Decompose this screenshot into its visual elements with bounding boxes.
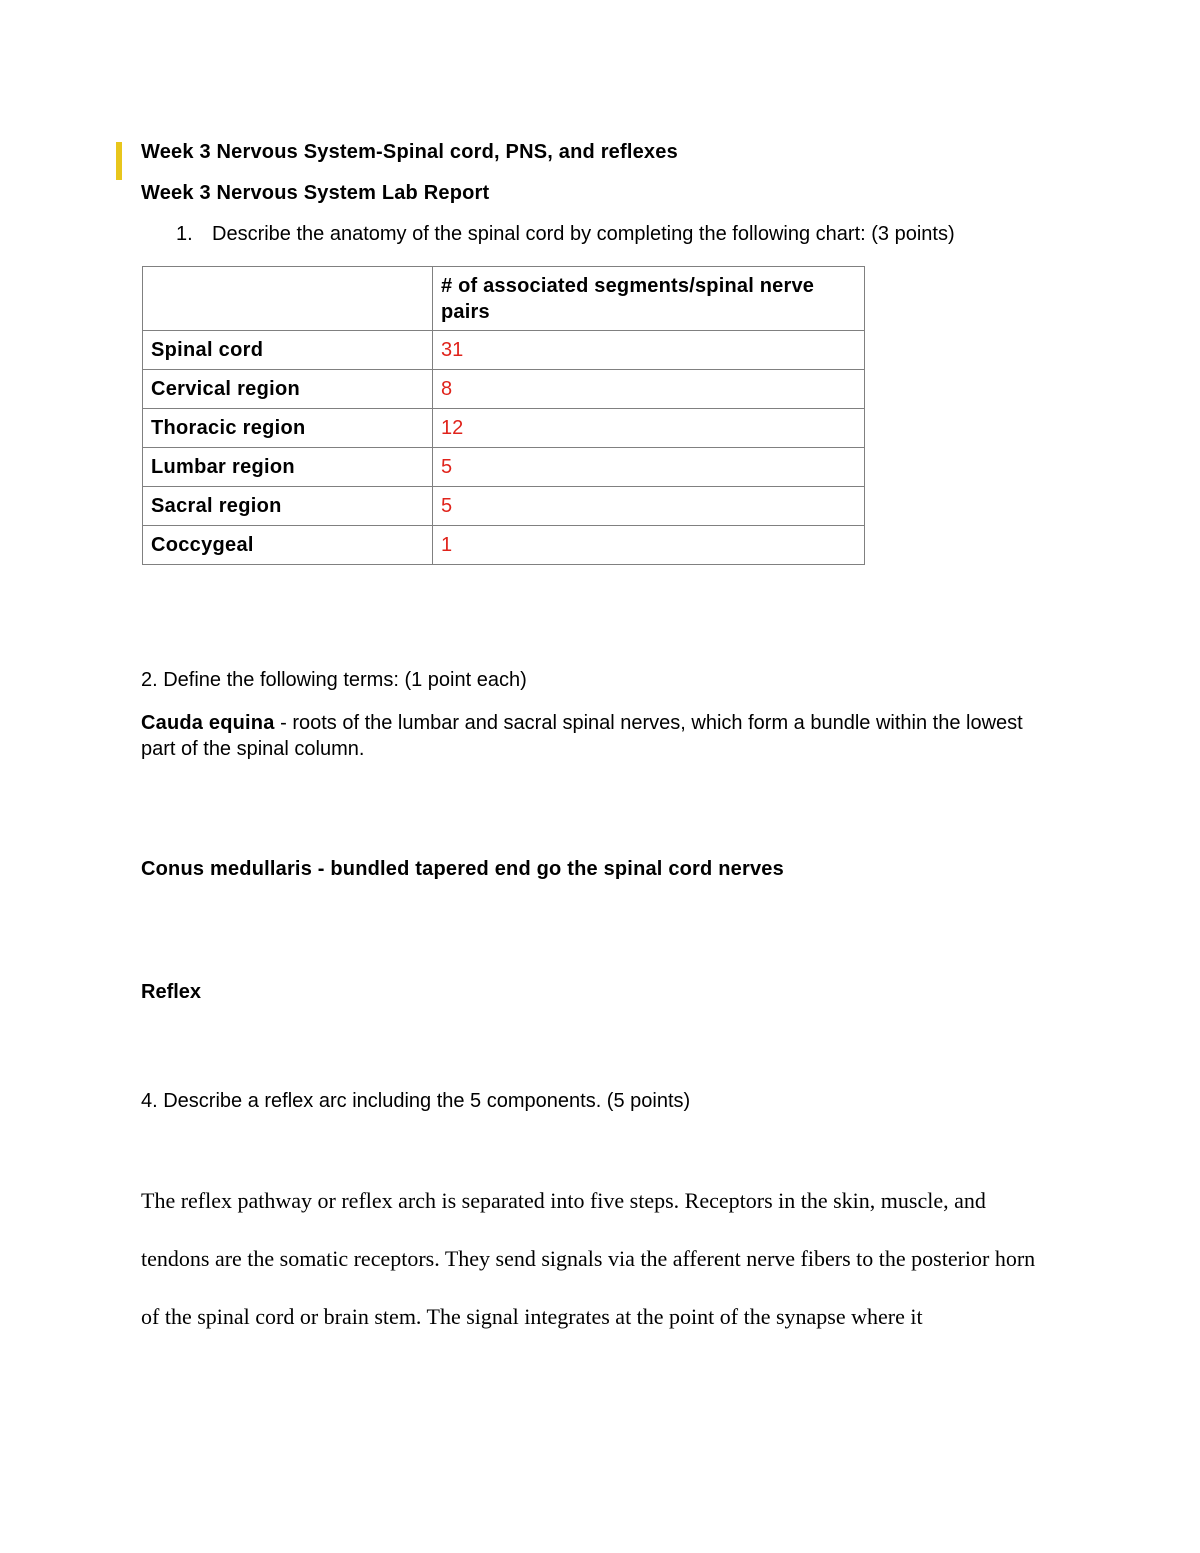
row-value[interactable]: 1	[433, 526, 865, 565]
row-label: Spinal cord	[143, 331, 433, 370]
row-label: Sacral region	[143, 487, 433, 526]
question-4: 4. Describe a reflex arc including the 5 components. (5 points)	[141, 1090, 691, 1112]
table-row	[143, 526, 865, 565]
question-1-text: Describe the anatomy of the spinal cord by completing the following chart: (3 points)	[212, 223, 955, 245]
row-label: Lumbar region	[143, 448, 433, 487]
question-2: 2. Define the following terms: (1 point each)	[141, 669, 527, 691]
row-value[interactable]: 8	[433, 370, 865, 409]
term-cauda-definition[interactable]: - roots of the lumbar and sacral spinal nerves, which form a bundle within the lowest part of the spinal column.	[141, 712, 1023, 760]
answer-4-paragraph[interactable]: The reflex pathway or reflex arch is separated into five steps. Receptors in the skin, muscle, and tendons are the somatic receptors. They send signals via the afferent nerve fibers to the posterior horn of the spinal cord or brain stem. The signal integrates at the point of the synapse where it	[141, 1188, 1036, 1329]
term-cauda-label: Cauda equina	[141, 712, 275, 734]
row-value[interactable]: 12	[433, 409, 865, 448]
spinal-cord-chart	[142, 266, 865, 565]
row-label: Thoracic region	[143, 409, 433, 448]
question-1	[176, 223, 955, 246]
question-1-number: 1.	[176, 223, 193, 245]
table-header-segments: # of associated segments/spinal nerve pairs	[433, 267, 865, 331]
row-value[interactable]: 5	[433, 487, 865, 526]
table-row	[143, 370, 865, 409]
table-header-row	[143, 267, 865, 331]
table-row	[143, 487, 865, 526]
table-header-blank	[143, 267, 433, 331]
term-cauda-equina	[141, 710, 1041, 762]
row-value[interactable]: 31	[433, 331, 865, 370]
table-row	[143, 409, 865, 448]
term-conus-medullaris[interactable]: Conus medullaris - bundled tapered end go the spinal cord nerves	[141, 858, 784, 880]
cursor-accent-bar	[116, 142, 122, 180]
document-title: Week 3 Nervous System-Spinal cord, PNS, and reflexes	[141, 141, 678, 163]
row-label: Cervical region	[143, 370, 433, 409]
row-value[interactable]: 5	[433, 448, 865, 487]
row-label: Coccygeal	[143, 526, 433, 565]
table-row	[143, 331, 865, 370]
term-reflex[interactable]: Reflex	[141, 981, 202, 1003]
table-row	[143, 448, 865, 487]
document-subtitle: Week 3 Nervous System Lab Report	[141, 182, 490, 204]
